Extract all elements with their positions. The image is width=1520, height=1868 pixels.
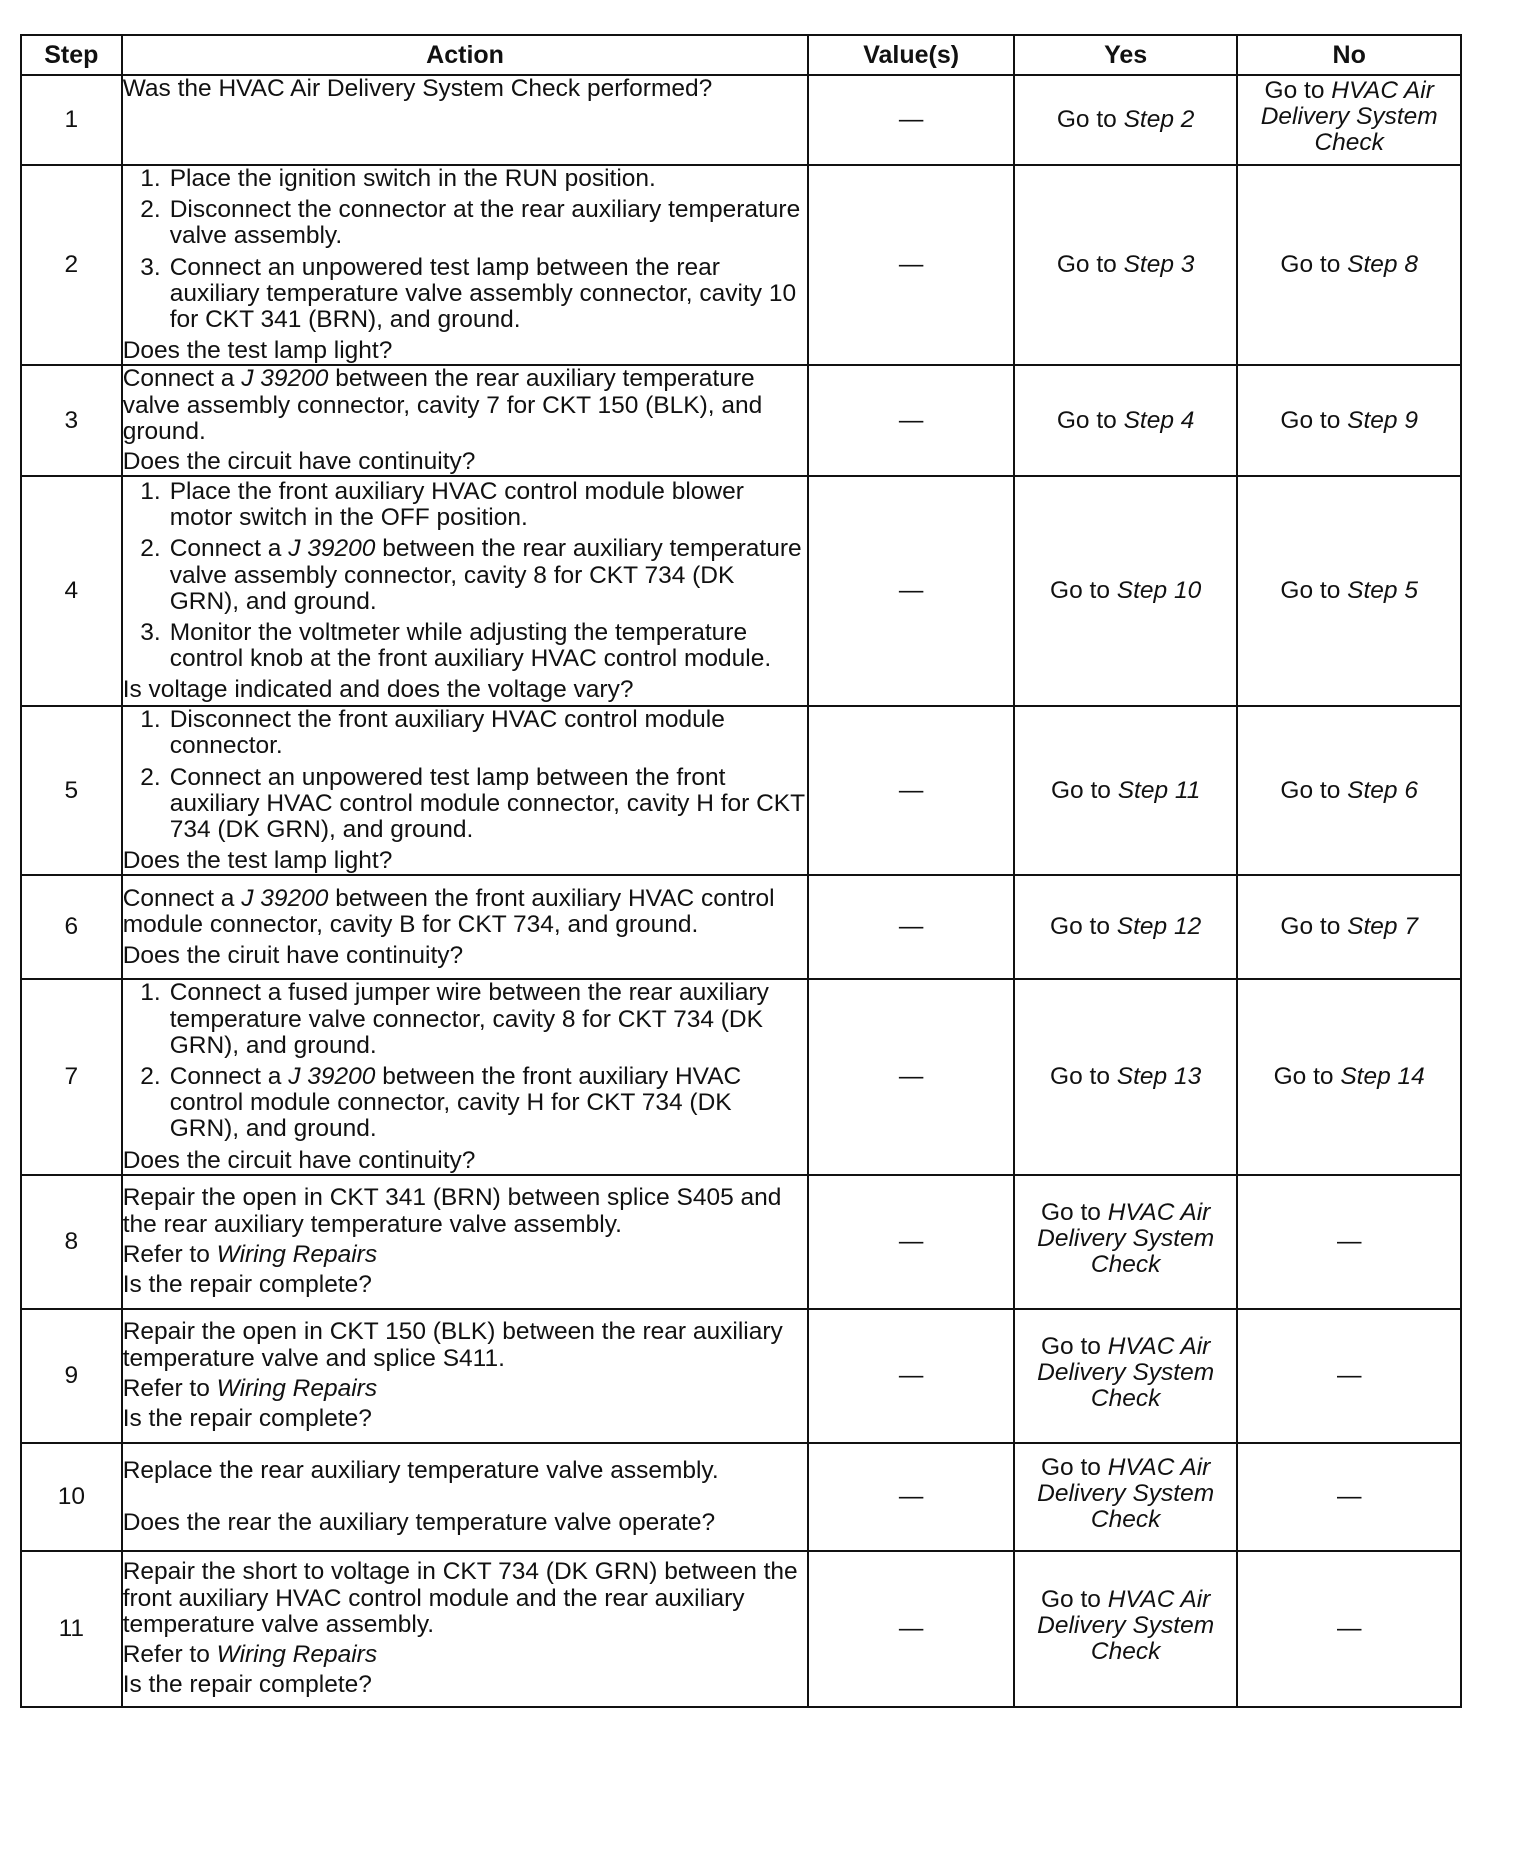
wiring-repairs-link: Wiring Repairs <box>216 1240 378 1268</box>
no-check-link: HVAC Air Delivery System Check <box>1260 76 1438 157</box>
go-to-label: Go to <box>1050 913 1110 941</box>
go-to-label: Go to <box>1264 76 1325 104</box>
tool-name: J 39200 <box>288 535 376 563</box>
action-item-text: Connect an unpowered test lamp between the front auxiliary HVAC control module connector, cavity H for CKT 734 (DK GRN), and ground. <box>169 763 805 844</box>
yes-check-link: HVAC Air Delivery System Check <box>1037 1453 1215 1533</box>
list-item: 1. Place the front auxiliary HVAC control module blower motor switch in the OFF position. <box>123 479 808 531</box>
action-cell <box>122 706 809 875</box>
go-to-label: Go to <box>1280 913 1341 941</box>
wiring-repairs-link: Wiring Repairs <box>216 1640 378 1668</box>
action-text-part: Connect a <box>122 365 235 393</box>
action-cell <box>122 979 809 1174</box>
no-cell <box>1237 165 1461 365</box>
yes-cell <box>1014 1175 1238 1309</box>
step-number: 10 <box>21 1443 122 1551</box>
header-step: Step <box>21 35 122 75</box>
no-dash: — <box>1237 1309 1461 1443</box>
go-to-label: Go to <box>1056 105 1117 133</box>
action-text <box>123 366 808 445</box>
action-cell <box>122 1175 809 1309</box>
action-list <box>123 166 808 333</box>
go-to-label: Go to <box>1273 1063 1334 1091</box>
action-question: Does the ciruit have continuity? <box>122 941 464 969</box>
action-text-part: Connect a <box>122 885 235 913</box>
no-step-link: Step 7 <box>1347 913 1418 941</box>
header-yes: Yes <box>1014 35 1238 75</box>
go-to-label: Go to <box>1280 577 1341 605</box>
no-dash: — <box>1237 1443 1461 1551</box>
action-item-text: Place the ignition switch in the RUN position. <box>169 165 656 192</box>
action-text-part: between the front auxiliary HVAC control module connector, cavity H for CKT 734 (DK GRN), and ground. <box>169 1063 742 1143</box>
action-item-text <box>170 1064 808 1143</box>
action-list <box>123 479 808 672</box>
no-cell <box>1237 706 1461 875</box>
go-to-label: Go to <box>1040 1453 1101 1481</box>
action-cell <box>122 1551 809 1707</box>
action-question: Was the HVAC Air Delivery System Check performed? <box>122 75 713 102</box>
action-text-part: Connect a <box>169 1063 282 1091</box>
action-text: Replace the rear auxiliary temperature valve assembly. <box>122 1456 719 1484</box>
yes-cell <box>1014 706 1238 875</box>
action-question: Is the repair complete? <box>122 1405 372 1433</box>
no-step-link: Step 14 <box>1340 1063 1425 1091</box>
list-item: 3. Monitor the voltmeter while adjusting the temperature control knob at the front auxiliary HVAC control module. <box>123 620 808 672</box>
yes-cell <box>1014 1551 1238 1707</box>
yes-check-link: HVAC Air Delivery System Check <box>1037 1198 1215 1278</box>
no-cell <box>1237 979 1461 1174</box>
no-cell <box>1237 365 1461 476</box>
action-text-part: between the rear auxiliary temperature valve assembly connector, cavity 8 for CKT 734 (DK GRN), and ground. <box>169 535 802 615</box>
action-cell <box>122 75 809 165</box>
action-item-text: Connect an unpowered test lamp between the rear auxiliary temperature valve assembly connector, cavity 10 for CKT 341 (BRN), and ground. <box>169 253 797 334</box>
go-to-label: Go to <box>1040 1585 1101 1613</box>
yes-step-link: Step 10 <box>1116 577 1202 605</box>
yes-step-link: Step 4 <box>1123 406 1195 434</box>
go-to-label: Go to <box>1040 1332 1101 1360</box>
refer-line <box>123 1642 808 1668</box>
value-dash: — <box>808 1309 1013 1443</box>
action-item-text: Place the front auxiliary HVAC control module blower motor switch in the OFF position. <box>169 477 744 532</box>
wiring-repairs-link: Wiring Repairs <box>216 1374 378 1402</box>
no-step-link: Step 8 <box>1347 251 1418 279</box>
yes-step-link: Step 11 <box>1117 776 1201 804</box>
yes-step-link: Step 2 <box>1123 105 1195 133</box>
list-item: 1. Connect a fused jumper wire between the rear auxiliary temperature valve connector, cavity 8 for CKT 734 (DK GRN), and ground. <box>123 980 808 1059</box>
step-number: 11 <box>21 1551 122 1707</box>
step-number: 4 <box>21 476 122 706</box>
list-item: 2. Connect an unpowered test lamp between the front auxiliary HVAC control module connector, cavity H for CKT 734 (DK GRN), and ground. <box>123 765 808 844</box>
no-step-link: Step 6 <box>1347 776 1418 804</box>
step-number: 2 <box>21 165 122 365</box>
tool-name: J 39200 <box>241 365 329 393</box>
action-text-part: between the front auxiliary HVAC control module connector, cavity B for CKT 734, and ground. <box>122 885 775 939</box>
no-cell <box>1237 476 1461 706</box>
go-to-label: Go to <box>1050 577 1110 605</box>
go-to-label: Go to <box>1056 251 1117 279</box>
table-row-step-10 <box>21 1443 1461 1551</box>
value-dash: — <box>808 1443 1013 1551</box>
action-text <box>123 886 808 938</box>
value-dash: — <box>808 165 1013 365</box>
go-to-label: Go to <box>1040 1198 1101 1226</box>
go-to-label: Go to <box>1280 251 1341 279</box>
step-number: 8 <box>21 1175 122 1309</box>
table-row-step-8 <box>21 1175 1461 1309</box>
no-dash: — <box>1237 1175 1461 1309</box>
action-cell <box>122 365 809 476</box>
action-cell <box>122 476 809 706</box>
table-row-step-1 <box>21 75 1461 165</box>
value-dash: — <box>808 75 1013 165</box>
yes-step-link: Step 13 <box>1116 1063 1202 1091</box>
value-dash: — <box>808 476 1013 706</box>
step-number: 3 <box>21 365 122 476</box>
table-row-step-2 <box>21 165 1461 365</box>
step-number: 7 <box>21 979 122 1174</box>
go-to-label: Go to <box>1050 1063 1110 1091</box>
action-cell <box>122 165 809 365</box>
header-no: No <box>1237 35 1461 75</box>
action-question: Does the circuit have continuity? <box>122 448 476 476</box>
list-item: 3. Connect an unpowered test lamp between the rear auxiliary temperature valve assembly connector, cavity 10 for CKT 341 (BRN), and ground. <box>123 255 808 334</box>
no-cell <box>1237 875 1461 979</box>
action-question: Is the repair complete? <box>122 1671 372 1699</box>
go-to-label: Go to <box>1280 776 1341 804</box>
action-item-text: Monitor the voltmeter while adjusting the temperature control knob at the front auxiliary HVAC control module. <box>169 618 772 673</box>
tool-name: J 39200 <box>241 885 329 913</box>
value-dash: — <box>808 979 1013 1174</box>
value-dash: — <box>808 706 1013 875</box>
step-number: 5 <box>21 706 122 875</box>
action-question: Is the repair complete? <box>122 1271 372 1299</box>
action-list <box>123 707 808 843</box>
action-text: Repair the open in CKT 341 (BRN) between splice S405 and the rear auxiliary temperature valve assembly. <box>122 1184 782 1238</box>
list-item: 1. Place the ignition switch in the RUN position. <box>123 166 808 192</box>
action-item-text <box>170 536 808 615</box>
step-number: 1 <box>21 75 122 165</box>
list-item: 1. Disconnect the front auxiliary HVAC control module connector. <box>123 707 808 759</box>
value-dash: — <box>808 875 1013 979</box>
yes-cell <box>1014 476 1238 706</box>
yes-check-link: HVAC Air Delivery System Check <box>1037 1585 1215 1665</box>
table-row-step-3 <box>21 365 1461 476</box>
yes-cell <box>1014 1309 1238 1443</box>
no-dash: — <box>1237 1551 1461 1707</box>
yes-cell <box>1014 75 1238 165</box>
table-row-step-11 <box>21 1551 1461 1707</box>
header-values: Value(s) <box>808 35 1013 75</box>
action-item-text: Disconnect the front auxiliary HVAC control module connector. <box>169 706 725 760</box>
list-item: 2. Disconnect the connector at the rear auxiliary temperature valve assembly. <box>123 197 808 249</box>
no-cell <box>1237 75 1461 165</box>
action-list <box>123 980 808 1142</box>
no-step-link: Step 9 <box>1347 406 1418 434</box>
refer-label: Refer to <box>122 1240 210 1268</box>
header-action: Action <box>122 35 809 75</box>
table-row-step-9 <box>21 1309 1461 1443</box>
action-cell <box>122 875 809 979</box>
action-item-text: Disconnect the connector at the rear auxiliary temperature valve assembly. <box>169 196 801 250</box>
action-question: Does the test lamp light? <box>122 847 393 875</box>
value-dash: — <box>808 1175 1013 1309</box>
action-text: Repair the open in CKT 150 (BLK) between the rear auxiliary temperature valve and splice S411. <box>122 1318 783 1372</box>
action-question: Does the circuit have continuity? <box>122 1146 476 1174</box>
list-item: 2. Connect a J 39200 between the rear auxiliary temperature valve assembly connector, cavity 8 for CKT 734 (DK GRN), and ground. <box>123 536 808 615</box>
refer-label: Refer to <box>122 1374 210 1402</box>
yes-step-link: Step 3 <box>1123 251 1195 279</box>
step-number: 6 <box>21 875 122 979</box>
yes-cell <box>1014 365 1238 476</box>
action-item-text: Connect a fused jumper wire between the rear auxiliary temperature valve connector, cavity 8 for CKT 734 (DK GRN), and ground. <box>169 979 769 1059</box>
value-dash: — <box>808 365 1013 476</box>
diagnostic-sheet <box>20 34 1462 1856</box>
yes-cell <box>1014 1443 1238 1551</box>
value-dash: — <box>808 1551 1013 1707</box>
action-text-part: Connect a <box>169 535 282 563</box>
tool-name: J 39200 <box>288 1063 376 1091</box>
yes-cell <box>1014 875 1238 979</box>
table-row-step-6 <box>21 875 1461 979</box>
action-text: Repair the short to voltage in CKT 734 (DK GRN) between the front auxiliary HVAC control module and the rear auxiliary temperature valve assembly. <box>122 1558 798 1638</box>
action-question: Does the test lamp light? <box>122 337 393 365</box>
yes-check-link: HVAC Air Delivery System Check <box>1037 1332 1215 1412</box>
table-row-step-5 <box>21 706 1461 875</box>
go-to-label: Go to <box>1280 406 1341 434</box>
action-text-part: between the rear auxiliary temperature valve assembly connector, cavity 7 for CKT 150 (BLK), and ground. <box>122 365 763 445</box>
action-cell <box>122 1443 809 1551</box>
yes-cell <box>1014 165 1238 365</box>
yes-cell <box>1014 979 1238 1174</box>
step-number: 9 <box>21 1309 122 1443</box>
table-row-step-7 <box>21 979 1461 1174</box>
action-question: Does the rear the auxiliary temperature valve operate? <box>122 1508 716 1536</box>
yes-step-link: Step 12 <box>1116 913 1202 941</box>
table-row-step-4 <box>21 476 1461 706</box>
refer-line <box>123 1376 808 1402</box>
action-cell <box>122 1309 809 1443</box>
header-row <box>21 35 1461 75</box>
refer-line <box>123 1242 808 1268</box>
list-item: 2. Connect a J 39200 between the front auxiliary HVAC control module connector, cavity H for CKT 734 (DK GRN), and ground. <box>123 1064 808 1143</box>
no-step-link: Step 5 <box>1347 577 1418 605</box>
go-to-label: Go to <box>1056 406 1117 434</box>
go-to-label: Go to <box>1050 776 1111 804</box>
diagnostic-table <box>20 34 1462 1708</box>
action-question: Is voltage indicated and does the voltage vary? <box>122 676 634 704</box>
refer-label: Refer to <box>122 1640 210 1668</box>
